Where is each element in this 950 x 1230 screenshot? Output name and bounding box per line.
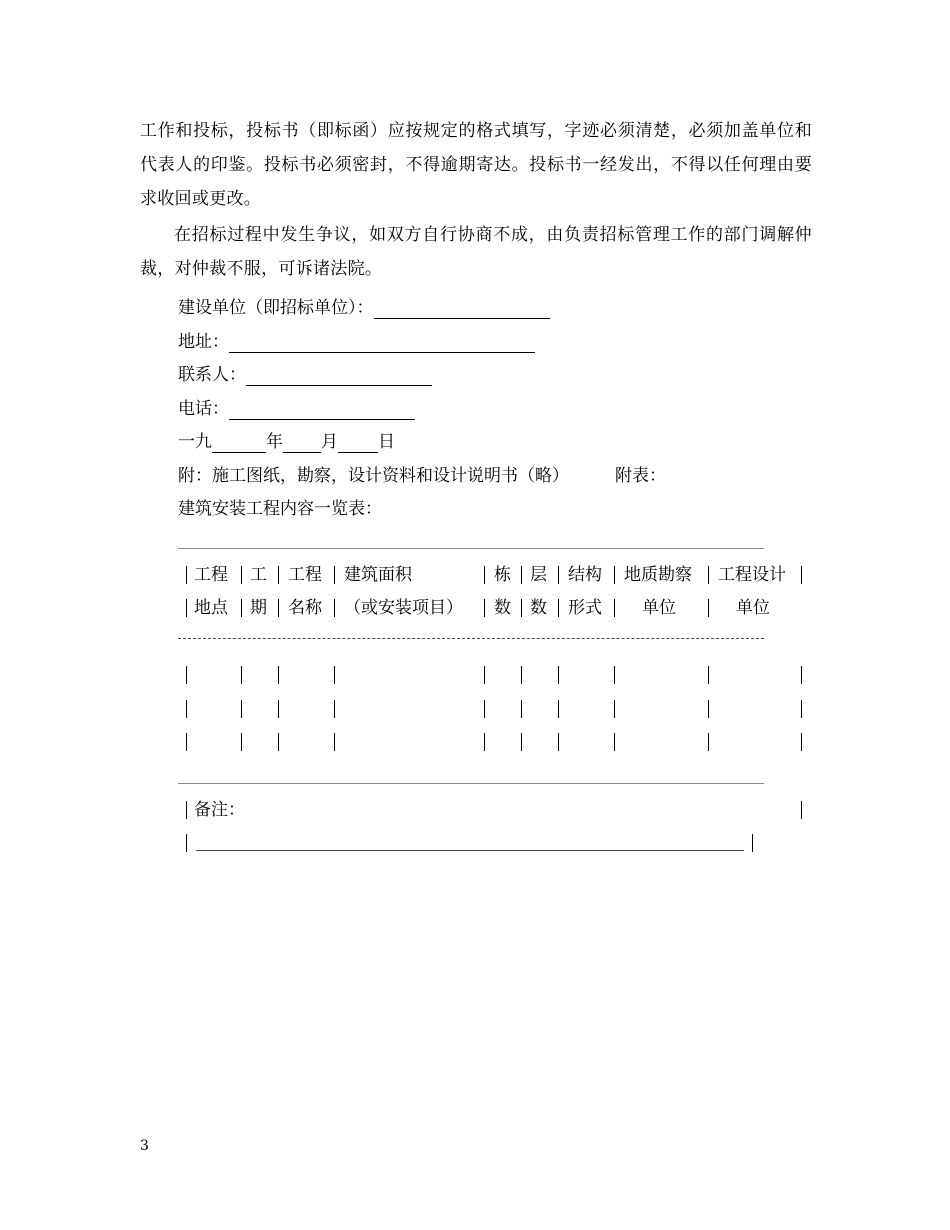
table-column-divider [752,834,753,852]
table-column-divider [186,733,187,751]
builder-blank[interactable] [374,298,550,319]
month-blank[interactable] [283,432,321,453]
table-column-divider [241,700,242,718]
table-column-divider [521,666,522,684]
contact-blank[interactable] [246,365,432,386]
header-cell: 工程 [288,565,322,585]
year-blank[interactable] [212,432,266,453]
table-header-row-1 [178,560,808,590]
header-cell: 结构 [568,565,602,585]
table-column-divider [186,566,187,584]
table-column-divider [186,834,187,852]
attached-table-label: 附表： [615,466,666,486]
table-column-divider [801,566,802,584]
table-column-divider [708,666,709,684]
date-month-label: 月 [321,432,338,452]
table-title: 建筑安装工程内容一览表： [178,499,382,519]
table-column-divider [521,700,522,718]
header-cell: 形式 [568,598,602,618]
header-cell: 工 [250,565,267,585]
phone-label: 电话： [178,399,229,419]
table-header-row-2 [178,593,808,623]
table-column-divider [334,566,335,584]
date-year-label: 年 [266,432,283,452]
table-column-divider [801,700,802,718]
date-day-label: 日 [378,432,395,452]
header-cell: 单位 [642,598,676,618]
table-column-divider [334,733,335,751]
table-column-divider [334,666,335,684]
table-column-divider [241,666,242,684]
builder-label: 建设单位（即招标单位）： [178,298,374,318]
table-column-divider [484,599,485,617]
builder-line [178,291,550,325]
header-cell: 单位 [736,598,770,618]
header-cell: （或安装项目） [344,598,463,618]
attachment-line [178,459,666,493]
table-column-divider [558,666,559,684]
phone-blank[interactable] [229,399,415,420]
table-row [178,660,808,690]
table-column-divider [186,599,187,617]
phone-line [178,392,415,426]
table-column-divider [801,733,802,751]
header-cell: 地质勘察 [624,565,692,585]
table-column-divider [186,666,187,684]
paragraph-dispute: 在招标过程中发生争议，如双方自行协商不成，由负责招标管理工作的部门调解仲裁，对仲裁不服，可诉诸法院。 [140,225,812,279]
header-cell: 工程 [194,565,228,585]
table-column-divider [801,801,802,819]
table-column-divider [521,733,522,751]
header-cell: 地点 [194,598,228,618]
header-cell: 名称 [288,598,322,618]
table-column-divider [334,599,335,617]
table-column-divider [614,700,615,718]
table-column-divider [484,700,485,718]
table-column-divider [558,566,559,584]
table-column-divider [278,733,279,751]
table-column-divider [241,733,242,751]
header-cell: 期 [250,598,267,618]
header-cell: 工程设计 [718,565,786,585]
table-column-divider [558,700,559,718]
table-column-divider [241,599,242,617]
table-column-divider [186,700,187,718]
paragraph-bid-rules: 工作和投标，投标书（即标函）应按规定的格式填写，字迹必须清楚，必须加盖单位和代表人的印鉴。投标书必须密封，不得逾期寄达。投标书一经发出，不得以任何理由要求收回或更改。 [140,121,812,209]
header-cell: 数 [530,598,547,618]
table-column-divider [521,566,522,584]
table-column-divider [614,566,615,584]
header-cell: 栋 [494,565,511,585]
table-column-divider [278,666,279,684]
table-row [178,694,808,724]
table-column-divider [484,666,485,684]
remarks-bottom-row [178,828,808,858]
table-column-divider [614,666,615,684]
table-column-divider [708,566,709,584]
table-row [178,727,808,757]
table-column-divider [278,599,279,617]
contact-label: 联系人： [178,365,246,385]
attachment-text: 附：施工图纸，勘察，设计资料和设计说明书（略） [178,466,569,486]
table-bottom-rule [178,783,764,784]
table-column-divider [558,599,559,617]
table-column-divider [558,733,559,751]
table-column-divider [186,801,187,819]
table-column-divider [708,599,709,617]
table-column-divider [484,566,485,584]
date-prefix: 一九 [178,432,212,452]
table-column-divider [801,666,802,684]
header-cell: 建筑面积 [344,565,412,585]
address-label: 地址： [178,332,229,352]
table-column-divider [334,700,335,718]
table-top-rule [178,548,764,549]
table-column-divider [484,733,485,751]
header-cell: 层 [530,565,547,585]
table-column-divider [614,599,615,617]
address-line [178,325,535,359]
contact-line [178,358,432,392]
table-column-divider [708,733,709,751]
page-number: 3 [140,1138,149,1154]
table-column-divider [278,700,279,718]
table-column-divider [614,733,615,751]
header-cell: 数 [494,598,511,618]
table-header-rule [178,638,764,639]
remarks-row [178,795,808,825]
remarks-label: 备注： [194,800,245,820]
date-line [178,425,395,459]
table-column-divider [708,700,709,718]
table-column-divider [241,566,242,584]
table-column-divider [278,566,279,584]
day-blank[interactable] [338,432,378,453]
remarks-underline [196,850,744,851]
table-column-divider [521,599,522,617]
address-blank[interactable] [229,332,535,353]
